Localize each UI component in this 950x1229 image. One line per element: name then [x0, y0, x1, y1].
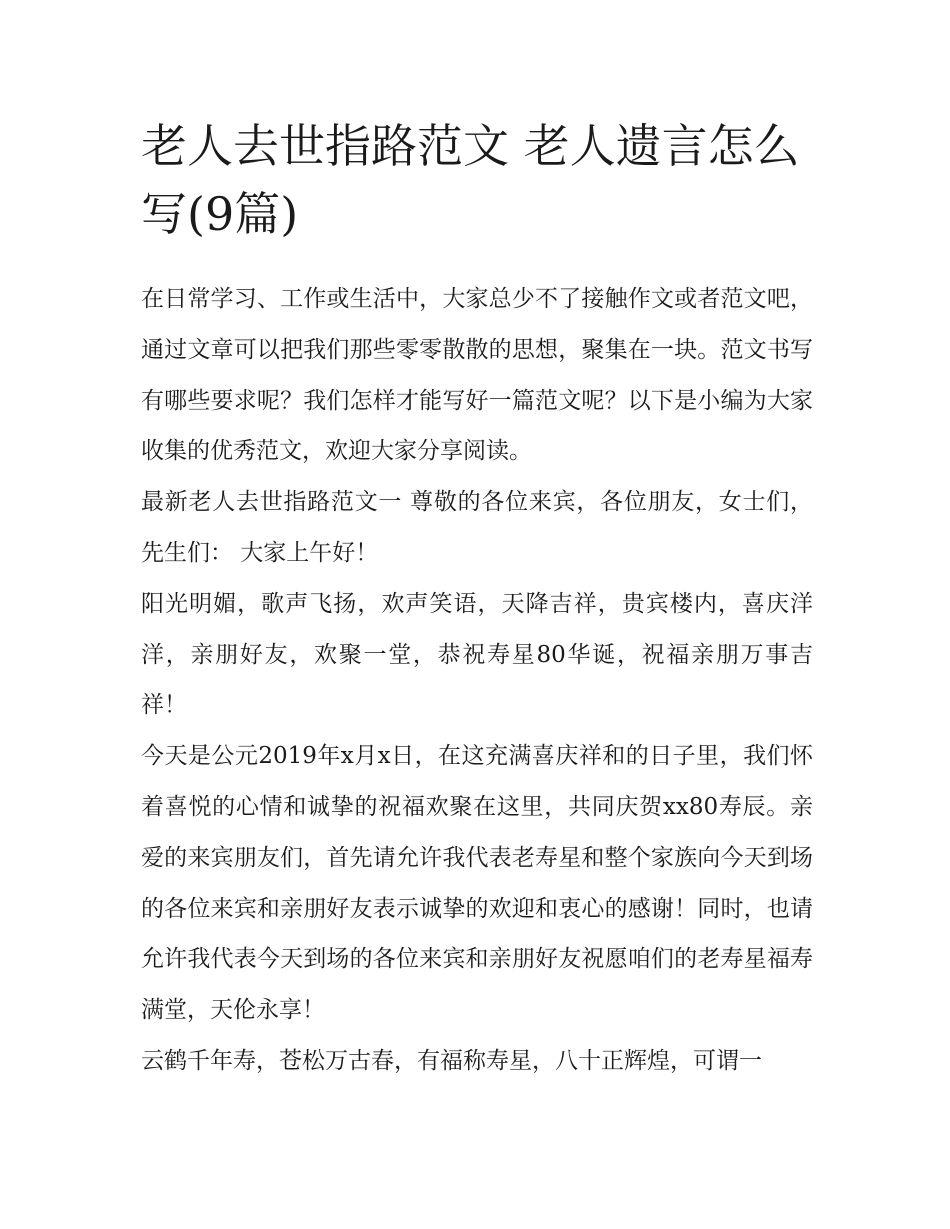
- document-body: [141, 274, 813, 1087]
- document-page: [141, 112, 813, 1087]
- document-title: 老人去世指路范文 老人遗言怎么写(9篇): [141, 119, 800, 241]
- paragraph-welcome: 今天是公元2019年x月x日，在这充满喜庆祥和的日子里，我们怀着喜悦的心情和诚挚的祝福欢聚在这里，共同庆贺xx80寿辰。亲爱的来宾朋友们，首先请允许我代表老寿星和整个家族向今天到场的各位来宾和亲朋好友表示诚挚的欢迎和衷心的感谢！同时，也请允许我代表今天到场的各位来宾和亲朋好友祝愿咱们的老寿星福寿满堂，天伦永享！: [141, 743, 813, 1024]
- paragraph-celebration: 阳光明媚，歌声飞扬，欢声笑语，天降吉祥，贵宾楼内，喜庆洋洋，亲朋好友，欢聚一堂，恭祝寿星80华诞，祝福亲朋万事吉祥！: [141, 590, 813, 719]
- paragraph-intro: 在日常学习、工作或生活中，大家总少不了接触作文或者范文吧，通过文章可以把我们那些零零散散的思想，聚集在一块。范文书写有哪些要求呢？我们怎样才能写好一篇范文呢？以下是小编为大家收集的优秀范文，欢迎大家分享阅读。: [141, 286, 813, 465]
- paragraph-greeting: 最新老人去世指路范文一 尊敬的各位来宾，各位朋友，女士们，先生们： 大家上午好！: [141, 489, 813, 566]
- paragraph-blessing: 云鹤千年寿，苍松万古春，有福称寿星，八十正辉煌，可谓一: [141, 1047, 762, 1074]
